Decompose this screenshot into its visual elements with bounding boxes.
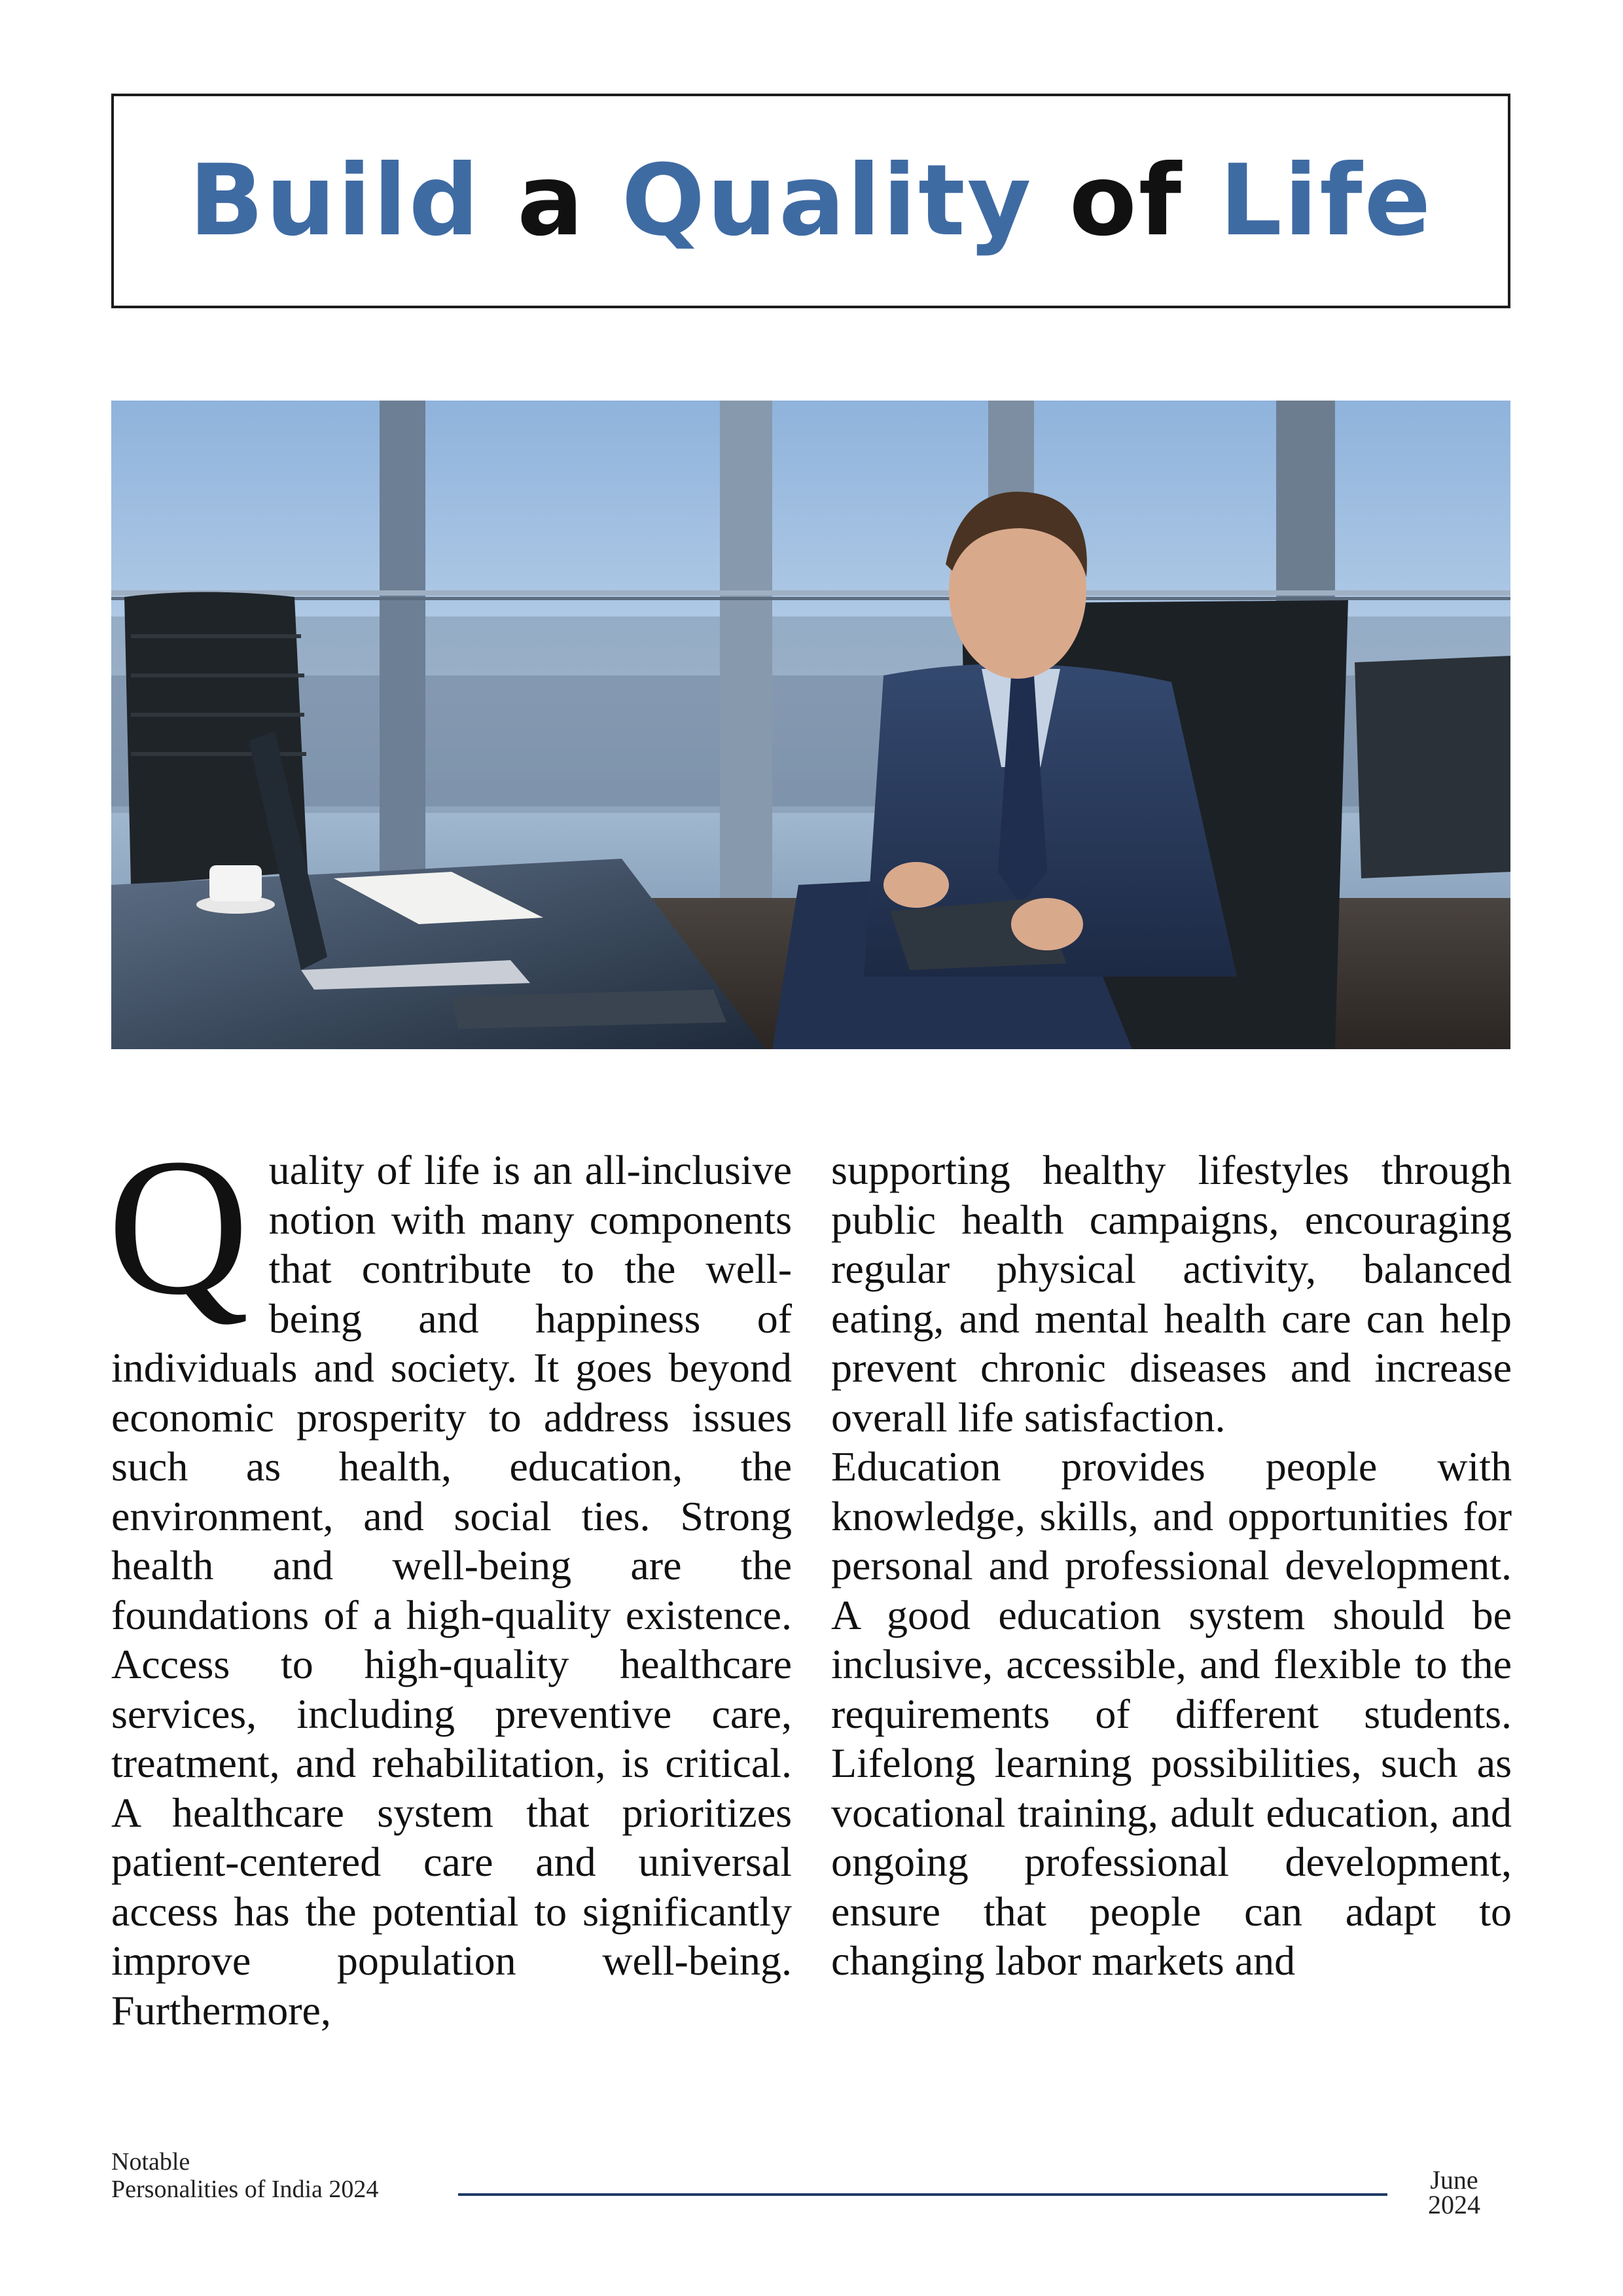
article-paragraph-2: supporting healthy lifestyles through public health campaigns, encouraging regular physical activity, balanced eating, and mental health care can help prevent chronic diseases and increase overall life satisfaction. xyxy=(831,1147,1512,1441)
article-column-left xyxy=(107,1118,792,2035)
footer-publication xyxy=(111,2148,378,2203)
title-word-build: Build xyxy=(188,144,481,258)
hero-photo xyxy=(111,401,1510,1049)
title-word-quality: Quality xyxy=(621,144,1033,258)
businessman-office-illustration xyxy=(111,401,1510,1049)
article-column-right xyxy=(831,1145,1512,1986)
footer-month: June xyxy=(1430,2165,1478,2195)
article-paragraph-3: Education provides people with knowledge, skills, and opportunities for personal and professional development. A good education system should be inclusive, accessible, and flexible to the requirements of different students. Lifelong learning possibilities, such as vocational training, adult education, and ongoing professional development, ensure that people can adapt to changing labor markets and xyxy=(831,1443,1512,1984)
footer-divider xyxy=(458,2193,1387,2196)
article-paragraph-1: uality of life is an all-inclusive notion with many components that contribute to the well-being and happiness of individuals and society. It goes beyond economic prosperity to address issues such as health, education, the environment, and social ties. Strong health and well-being are the foundations of a high-quality existence. Access to high-quality healthcare services, including preventive care, treatment, and rehabilitation, is critical. A healthcare system that prioritizes patient-centered care and universal access has the potential to significantly improve population well-being. Furthermore, xyxy=(111,1147,792,2034)
title-word-life: Life xyxy=(1219,144,1433,258)
title-word-a: a xyxy=(517,144,586,258)
title-word-of: of xyxy=(1069,144,1184,258)
drop-cap: Q xyxy=(107,1118,249,1335)
title-box xyxy=(111,94,1510,308)
footer-year: 2024 xyxy=(1428,2190,1480,2219)
footer-publication-line2: Personalities of India 2024 xyxy=(111,2176,379,2203)
footer-publication-line1: Notable xyxy=(111,2148,190,2176)
footer-date xyxy=(1428,2165,1480,2219)
page-title xyxy=(188,144,1433,258)
